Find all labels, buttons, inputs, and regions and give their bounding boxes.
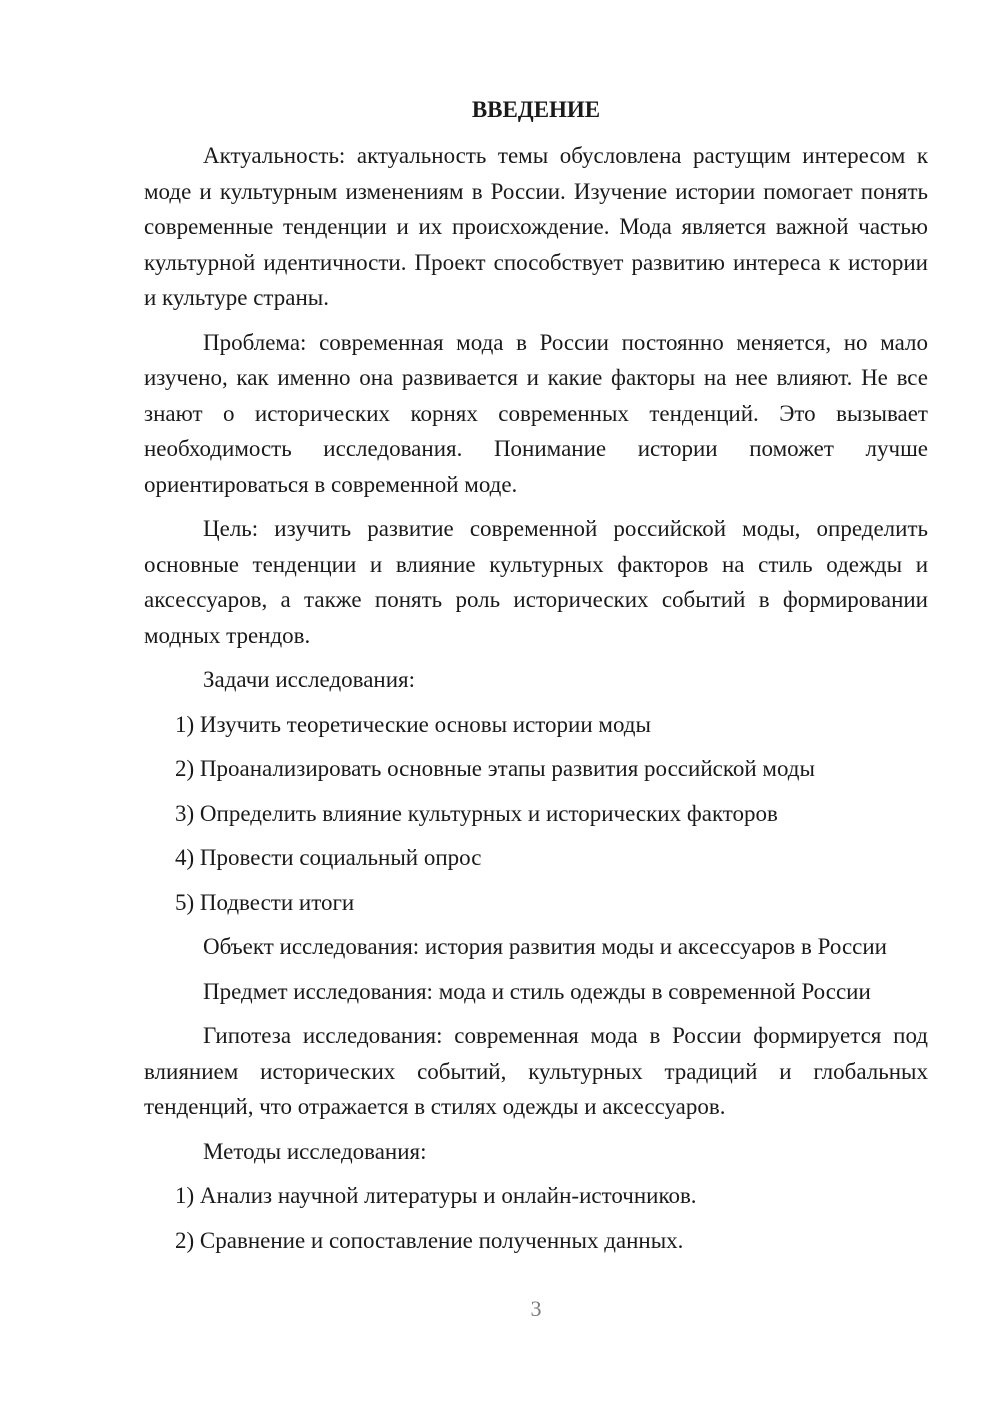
methods-heading: Методы исследования: (203, 1138, 427, 1164)
page-title: ВВЕДЕНИЕ (471, 97, 601, 122)
page-content (144, 94, 928, 1267)
method-item: 1) Анализ научной литературы и онлайн-источников. (175, 1183, 697, 1208)
object-paragraph: Объект исследования: история развития моды и аксессуаров в России (203, 934, 887, 959)
goal-paragraph: Цель: изучить развитие современной российской моды, определить основные тенденции и влияние культурных факторов на стиль одежды и аксессуаров, а также понять роль исторических событий в формировании модных трендов. (144, 516, 928, 648)
hypothesis-paragraph: Гипотеза исследования: современная мода в России формируется под влиянием исторических событий, культурных традиций и глобальных тенденций, что отражается в стилях одежды и аксессуаров. (144, 1023, 928, 1119)
method-item: 2) Сравнение и сопоставление полученных данных. (175, 1227, 684, 1253)
relevance-paragraph: Актуальность: актуальность темы обусловлена растущим интересом к моде и культурным изменениям в России. Изучение истории помогает понять современные тенденции и их происхождение. Мода является важной частью культурной идентичности. Проект способствует развитию интереса к истории и культуре страны. (144, 143, 928, 310)
task-item: 2) Проанализировать основные этапы развития российской моды (175, 756, 815, 781)
task-item: 3) Определить влияние культурных и исторических факторов (175, 800, 778, 826)
page-number: 3 (530, 1296, 542, 1321)
task-item: 5) Подвести итоги (175, 889, 355, 915)
subject-paragraph: Предмет исследования: мода и стиль одежды в современной России (203, 978, 871, 1004)
task-item: 1) Изучить теоретические основы истории моды (175, 711, 651, 737)
tasks-heading: Задачи исследования: (203, 667, 416, 692)
task-item: 4) Провести социальный опрос (175, 845, 482, 870)
problem-paragraph: Проблема: современная мода в России постоянно меняется, но мало изучено, как именно она развивается и какие факторы на нее влияют. Не все знают о исторических корнях современных тенденций. Это вызывает необходимость исследования. Понимание истории поможет лучше ориентироваться в современной моде. (144, 329, 928, 497)
